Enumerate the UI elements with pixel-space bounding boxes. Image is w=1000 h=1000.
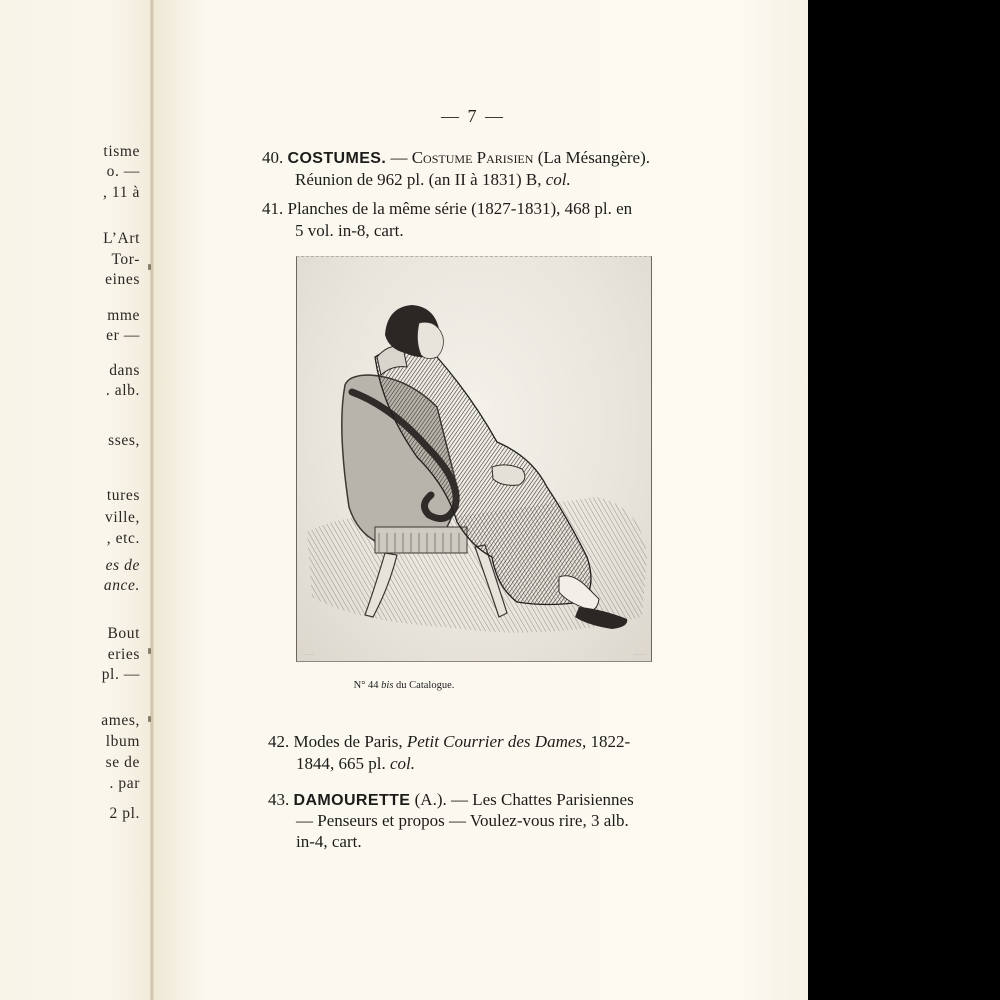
entry-43-line-2 <box>296 811 629 831</box>
binding-stitch <box>148 716 151 722</box>
left-page-line: ance. <box>103 577 140 594</box>
entry-40-line-1 <box>262 148 650 168</box>
left-page-line: es de <box>105 557 140 574</box>
left-page-line: mme <box>107 307 140 324</box>
entry-text: (A.). — Les Chattes Parisiennes <box>410 790 634 809</box>
entry-42-line-1 <box>268 732 630 752</box>
plate-credit-left: ········· <box>303 652 315 657</box>
entry-title-smallcaps: Costume Parisien <box>411 148 534 167</box>
entry-text: 5 vol. in-8, cart. <box>295 221 404 240</box>
binding-stitch <box>148 264 151 270</box>
binding-stitch <box>148 648 151 654</box>
illustration-plate <box>296 256 652 662</box>
entry-text: — Penseurs et propos — Voulez-vous rire, 3 alb. <box>296 811 629 830</box>
entry-text: 1844, 665 pl. <box>296 754 390 773</box>
left-page-line: Tor- <box>111 251 140 268</box>
left-page-line: . alb. <box>105 382 140 399</box>
left-page-line: o. — <box>106 163 140 180</box>
hands <box>492 465 525 485</box>
entry-text: Modes de Paris, <box>293 732 407 751</box>
left-page-line: , 11 à <box>102 184 140 201</box>
left-page-line: se de <box>105 754 140 771</box>
entry-42-line-2 <box>296 754 415 774</box>
caption-italic: bis <box>381 680 394 691</box>
entry-italic: col. <box>389 754 416 773</box>
entry-number: 42. <box>268 732 290 751</box>
entry-43-line-1 <box>268 790 634 810</box>
left-page-line: tisme <box>103 143 140 160</box>
entry-text: , 1822- <box>582 732 631 751</box>
entry-43-line-3 <box>296 832 362 852</box>
entry-dash: — <box>386 148 412 167</box>
left-page-line: lbum <box>105 733 140 750</box>
left-page-line: ames, <box>101 712 140 729</box>
left-page-line: dans <box>109 362 140 379</box>
entry-41-line-2 <box>295 221 404 241</box>
entry-text: Réunion de 962 pl. (an II à 1831) B, <box>295 170 546 189</box>
left-page-line: L’Art <box>103 230 140 247</box>
caption-text: du Catalogue. <box>393 680 455 691</box>
left-page <box>0 0 152 1000</box>
left-page-line: ville, <box>104 509 140 526</box>
left-page-line: Bout <box>107 625 140 642</box>
left-page-line: , etc. <box>106 530 140 547</box>
entry-heading: COSTUMES. <box>287 150 387 167</box>
left-page-line: pl. — <box>101 666 140 683</box>
page-number: — 7 — <box>441 106 505 126</box>
left-page-line: er — <box>106 327 140 344</box>
entry-italic: col. <box>545 170 571 189</box>
plate-credit-right: ········· <box>633 652 645 657</box>
left-page-line: . par <box>109 775 140 792</box>
entry-text: (La Mésangère). <box>533 148 651 167</box>
entry-italic: Petit Courrier des Dames <box>406 732 583 751</box>
entry-heading: DAMOURETTE <box>293 792 411 809</box>
entry-text: Planches de la même série (1827-1831), 468 pl. en <box>287 199 633 218</box>
face <box>417 322 443 358</box>
entry-40-line-2 <box>295 170 571 190</box>
left-page-line: sses, <box>108 432 140 449</box>
seated-figure-engraving <box>297 257 651 661</box>
entry-text: in-4, cart. <box>296 832 362 851</box>
left-page-line: 2 pl. <box>109 805 140 822</box>
left-page-line: eries <box>107 646 140 663</box>
plate-caption <box>0 680 808 691</box>
caption-text: N° 44 <box>353 680 382 691</box>
entry-number: 40. <box>262 148 284 167</box>
entry-41-line-1 <box>262 199 632 219</box>
entry-number: 43. <box>268 790 290 809</box>
left-page-line: eines <box>105 271 140 288</box>
left-page-line: tures <box>106 487 140 504</box>
chair-fringe <box>375 527 467 553</box>
entry-number: 41. <box>262 199 284 218</box>
